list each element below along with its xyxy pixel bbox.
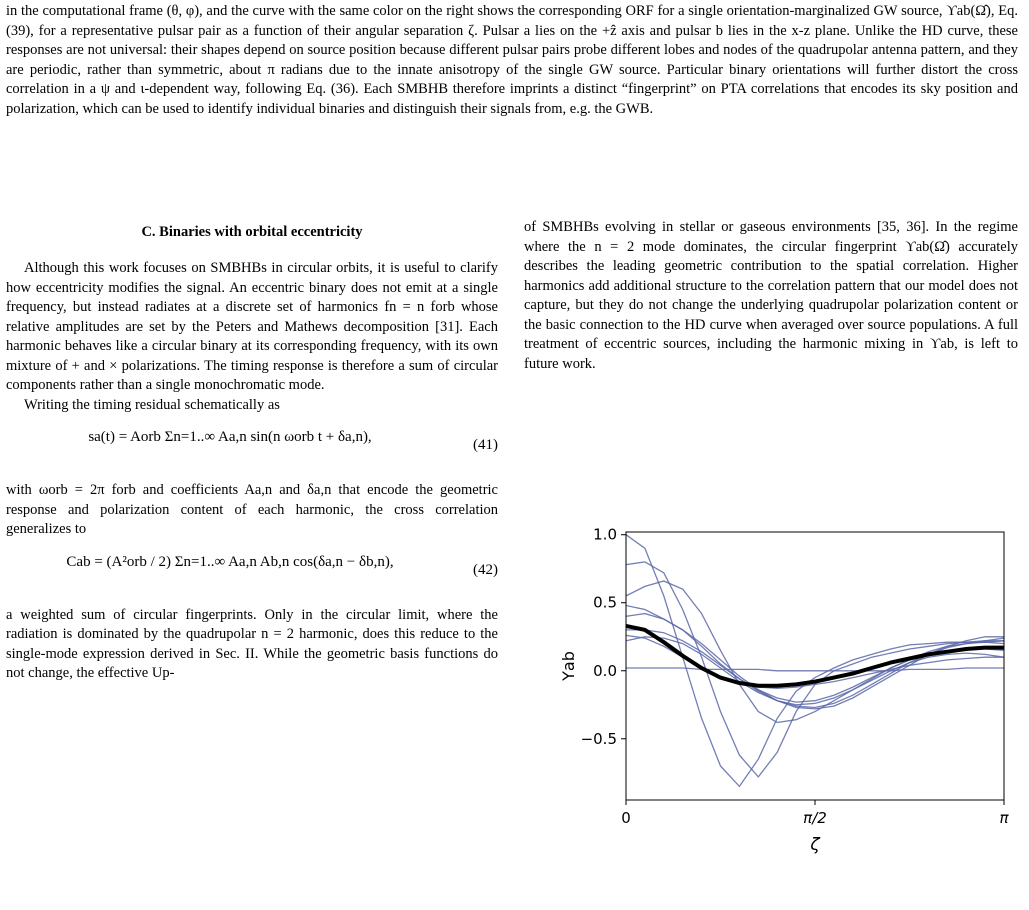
- x-axis-label: ζ: [810, 835, 820, 855]
- equation-41-number: (41): [473, 437, 498, 453]
- orf-chart-svg: [524, 510, 1024, 890]
- y-tick-label: 0.5: [593, 593, 617, 612]
- equation-42-body: Cab = (A²orb / 2) Σn=1..∞ Aa,n Ab,n cos(δa,n − δb,n),: [66, 553, 394, 570]
- equation-42-number: (42): [473, 561, 498, 578]
- section-heading: C. Binaries with orbital eccentricity: [141, 224, 363, 240]
- series-line-9: [626, 668, 1004, 671]
- paragraph-circular-limit: a weighted sum of circular fingerprints. Only in the circular limit, where the radiation is dominated by the quadrupolar n = 2 harmonic, does this reduce to the single-mode expression derived in Sec. II. While the geometric basis functions do not change, the effective Up-: [6, 606, 498, 681]
- x-tick-label: π: [999, 809, 1009, 827]
- y-axis-label: Υab: [559, 651, 578, 681]
- x-tick-label: π/2: [803, 809, 827, 827]
- right-column: [524, 218, 1018, 374]
- left-column: [6, 218, 498, 684]
- equation-41: [6, 415, 498, 481]
- series-line-mean: [626, 626, 1004, 686]
- series-line-6: [626, 630, 1004, 702]
- paragraph-timing-residual: Writing the timing residual schematically as: [24, 396, 280, 413]
- paragraph-cross-correlation: with ωorb = 2π forb and coefficients Aa,n and δa,n that encode the geometric response and polarization content of each harmonic, the cross correlation generalizes to: [6, 482, 498, 537]
- y-tick-label: 0.0: [593, 661, 617, 680]
- equation-41-body: sa(t) = Aorb Σn=1..∞ Aa,n sin(n ωorb t + δa,n),: [88, 429, 372, 445]
- plot-frame: [626, 532, 1004, 800]
- top-paragraph: in the computational frame (θ, φ), and the curve with the same color on the right shows the corresponding ORF for a single orientation-marginalized GW source, ϒab(Ω̂), Eq. (39), for a representative pulsar pair as a function of their angular separation ζ. Pulsar a lies on the +ẑ axis and pulsar b lies in the x-z plane. Unlike the HD curve, these responses are not universal: their shapes depend on source position because different pulsar pairs probe different lobes and nodes of the quadrupolar antenna pattern, and they are periodic, rather than symmetric, about π radians due to the innate anisotropy of the single GW source. Particular binary orientations will further distort the cross correlation in a ψ and ι-dependent way, following Eq. (36). Each SMBHB therefore imprints a distinct “fingerprint” on PTA correlations that encodes its sky position and polarization, which can be used to identify individual binaries and distinguish their signals from, e.g. the GWB.: [6, 3, 1018, 117]
- y-tick-label: −0.5: [580, 729, 617, 748]
- x-tick-label: 0: [621, 809, 631, 827]
- paragraph-harmonics: of SMBHBs evolving in stellar or gaseous environments [35, 36]. In the regime where the n = 2 mode dominates, the circular fingerprint ϒab(Ω̂) accurately describes the leading geometric contribution to the spatial correlation. Higher harmonics add additional structure to the correlation pattern that our model does not capture, but they do not change the underlying quadrupolar polarization content or the basic connection to the HD curve when averaged over source populations. A full treatment of eccentric sources, including the harmonic mixing in ϒab, is left to future work.: [524, 219, 1018, 372]
- paragraph-eccentricity-intro: Although this work focuses on SMBHBs in circular orbits, it is useful to clarify how eccentricity modifies the signal. An eccentric binary does not emit at a single frequency, but instead radiates at a discrete set of harmonics fn = n forb whose relative amplitudes are set by the Peters and Mathews decomposition [31]. Each harmonic behaves like a circular binary at its corresponding frequency, with its own mixture of + and × polarizations. The timing response is therefore a sum of circular components rather than a single monochromatic mode.: [6, 260, 498, 393]
- equation-42: [6, 540, 498, 606]
- y-tick-label: 1.0: [593, 525, 617, 544]
- orf-plot: [524, 510, 1024, 890]
